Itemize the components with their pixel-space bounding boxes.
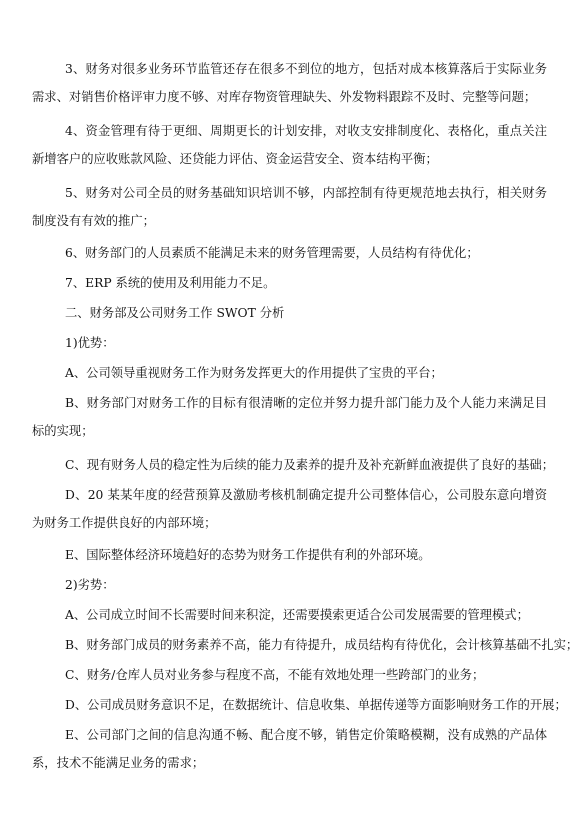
strength-e: E、国际整体经济环境趋好的态势为财务工作提供有利的外部环境。 <box>65 548 431 562</box>
subheading-weaknesses: 2)劣势： <box>65 578 115 592</box>
weakness-e: E、公司部门之间的信息沟通不畅、配合度不够，销售定价策略模糊，没有成熟的产品体系，技术不能满足业务的需求； <box>32 728 547 770</box>
weakness-c: C、财务/仓库人员对业务参与程度不高，不能有效地处理一些跨部门的业务； <box>65 668 485 682</box>
strength-b: B、财务部门对财务工作的目标有很清晰的定位并努力提升部门能力及个人能力来满足目标的实现； <box>32 396 547 438</box>
paragraph-7-erp: 7、ERP 系统的使用及利用能力不足。 <box>65 276 276 290</box>
weakness-a: A、公司成立时间不长需要时间来积淀，还需要摸索更适合公司发展需要的管理模式； <box>65 608 529 622</box>
subheading-strengths: 1)优势： <box>65 336 115 350</box>
paragraph-3-supervision: 3、财务对很多业务环节监管还存在很多不到位的地方，包括对成本核算落后于实际业务需求、对销售价格评审力度不够、对库存物资管理缺失、外发物料跟踪不及时、完整等问题； <box>32 62 547 104</box>
section-heading-swot: 二、财务部及公司财务工作 SWOT 分析 <box>65 306 285 320</box>
strength-d: D、20 某某年度的经营预算及激励考核机制确定提升公司整体信心，公司股东意向增资为财务工作提供良好的内部环境； <box>32 488 547 530</box>
strength-a: A、公司领导重视财务工作为财务发挥更大的作用提供了宝贵的平台； <box>65 366 443 380</box>
paragraph-4-fund-management: 4、资金管理有待于更细、周期更长的计划安排，对收支安排制度化、表格化，重点关注新增客户的应收账款风险、还贷能力评估、资金运营安全、资本结构平衡； <box>32 124 547 166</box>
weakness-b: B、财务部门成员的财务素养不高，能力有待提升，成员结构有待优化，会计核算基础不扎实； <box>65 638 578 652</box>
paragraph-6-staff-quality: 6、财务部门的人员素质不能满足未来的财务管理需要，人员结构有待优化； <box>65 246 479 260</box>
paragraph-5-training: 5、财务对公司全员的财务基础知识培训不够，内部控制有待更规范地去执行，相关财务制度没有有效的推广； <box>32 186 547 228</box>
weakness-d: D、公司成员财务意识不足，在数据统计、信息收集、单据传递等方面影响财务工作的开展； <box>65 698 567 712</box>
strength-c: C、现有财务人员的稳定性为后续的能力及素养的提升及补充新鲜血液提供了良好的基础； <box>65 458 554 472</box>
